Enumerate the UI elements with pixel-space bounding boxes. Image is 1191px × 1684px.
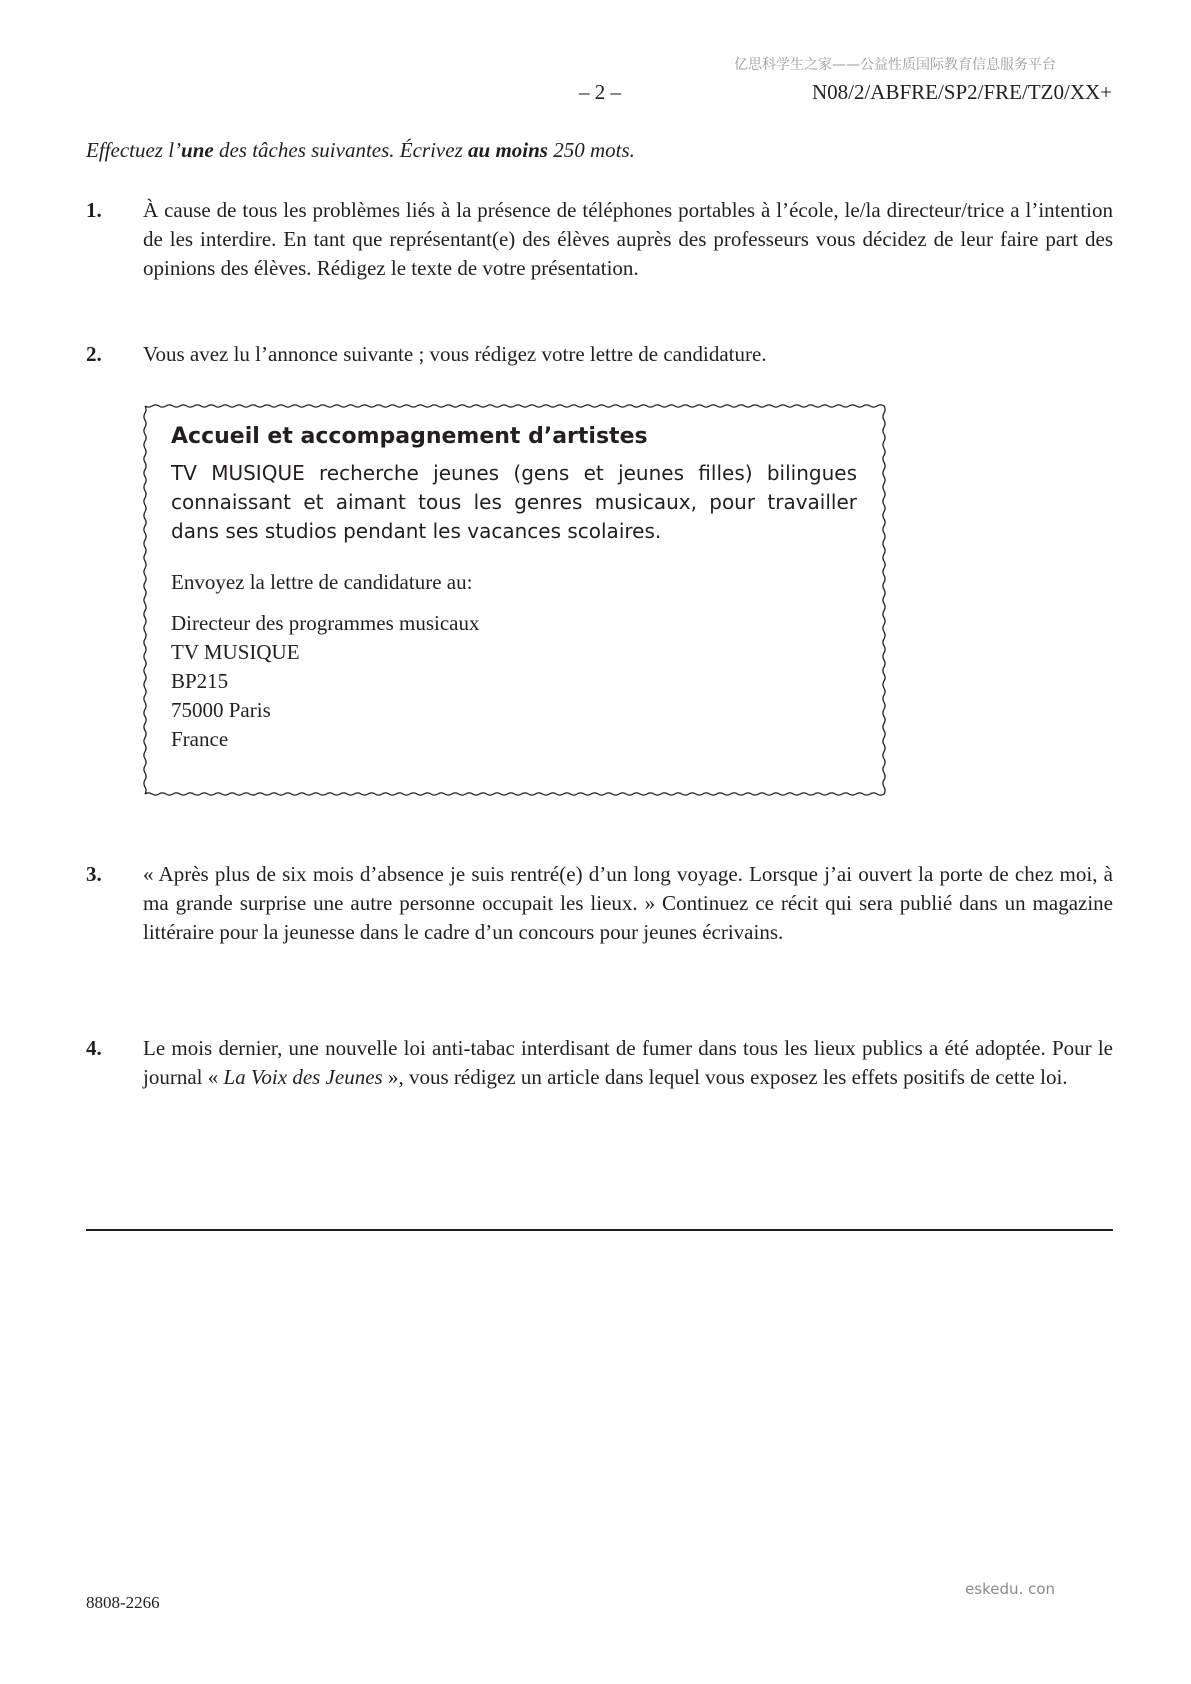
question-number: 2. [86,342,102,366]
instructions-bold-2: au moins [468,138,548,162]
question-text: À cause de tous les problèmes liés à la présence de téléphones portables à l’école, le/la directeur/trice a l’intention de les interdire. En tant que représentant(e) des élèves auprès des professeurs vous décidez de leur faire part des opinions des élèves. Rédigez le texte de votre présentation. [143,198,1113,280]
instructions-text-2: des tâches suivantes. Écrivez [213,138,469,162]
question-text: Vous avez lu l’annonce suivante ; vous rédigez votre lettre de candidature. [143,342,767,366]
horizontal-rule [86,1229,1113,1231]
question-1 [86,196,1113,283]
question-text [143,1034,1113,1092]
question-4 [86,1034,1113,1092]
address-line: France [171,727,229,751]
question-number: 1. [86,198,102,222]
address-line: BP215 [171,669,229,693]
instructions [86,138,635,163]
address-line: 75000 Paris [171,698,271,722]
newspaper-title: La Voix des Jeunes [223,1065,383,1089]
advert-description: TV MUSIQUE recherche jeunes (gens et jeunes filles) bilingues connaissant et aimant tous les genres musicaux, pour travailler dans ses studios pendant les vacances scolaires. [171,461,857,543]
document-code: N08/2/ABFRE/SP2/FRE/TZ0/XX+ [811,80,1112,104]
question-3 [86,860,1113,947]
question-number: 3. [86,862,102,886]
header-watermark: 亿思科学生之家——公益性质国际教育信息服务平台 [734,57,1056,73]
question-2 [86,340,1113,369]
advert-title: Accueil et accompagnement d’artistes [171,424,648,449]
question-text: « Après plus de six mois d’absence je suis rentré(e) d’un long voyage. Lorsque j’ai ouvert la porte de chez moi, à ma grande surprise une autre personne occupait les lieux. » Continuez ce récit qui sera publié dans un magazine littéraire pour la jeunesse dans le cadre d’un concours pour jeunes écrivains. [143,862,1113,944]
question-number: 4. [86,1036,102,1060]
advert-box [141,402,888,798]
question-text-part: Le mois dernier, une nouvelle loi anti-tabac interdisant de fumer dans tous les lieux publics a été adoptée. Pour le journal « [143,1036,1113,1089]
instructions-bold-1: une [181,138,214,162]
question-text-part: », vous rédigez un article dans lequel vous exposez les effets positifs de cette loi. [382,1065,1068,1089]
instructions-text-1: Effectuez l’ [86,138,182,162]
instructions-text-3: 250 mots. [547,138,635,162]
advert-content [171,424,857,754]
page-number: – 2 – [579,80,621,104]
footer-code: 8808-2266 [86,1593,160,1612]
address-line: TV MUSIQUE [171,640,300,664]
footer-watermark: eskedu. con [965,1580,1055,1598]
address-line: Directeur des programmes musicaux [171,611,480,635]
advert-send-to: Envoyez la lettre de candidature au: [171,570,473,594]
